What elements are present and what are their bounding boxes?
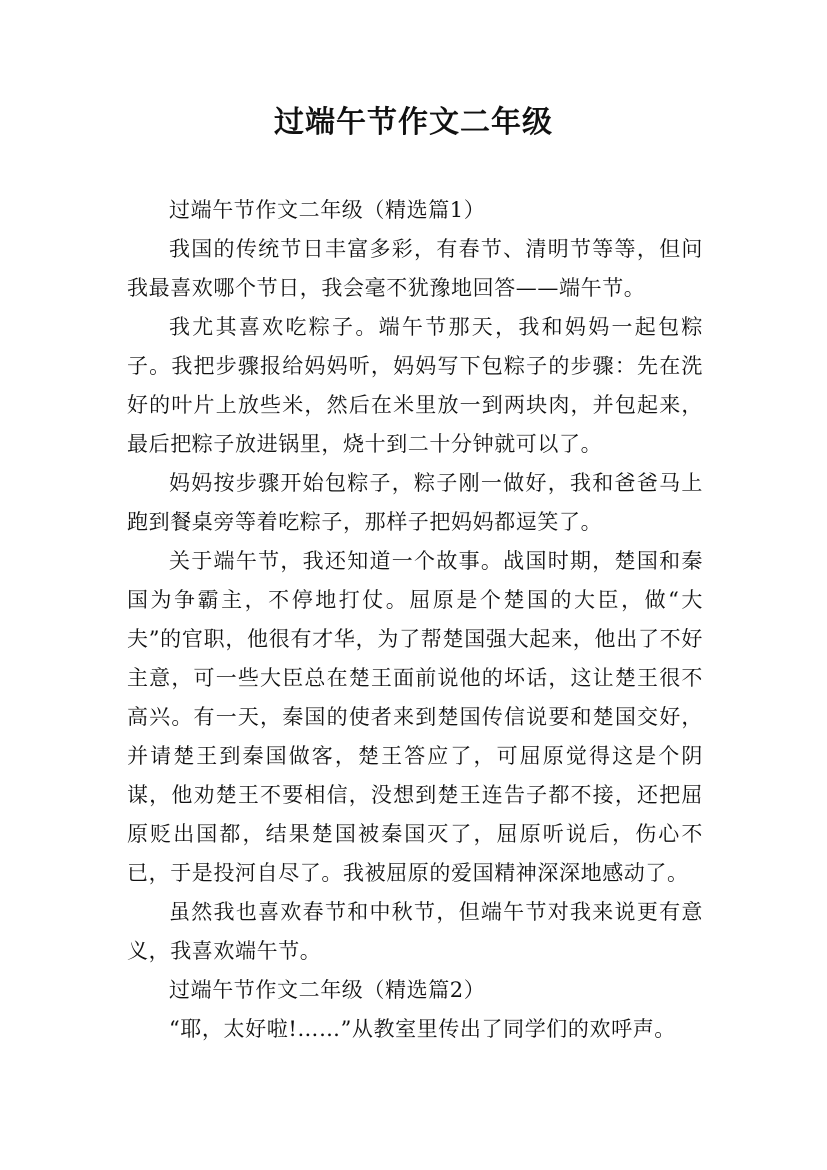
section-heading-1: 过端午节作文二年级（精选篇1） — [169, 198, 486, 222]
section-heading-2: 过端午节作文二年级（精选篇2） — [169, 978, 486, 1002]
paragraph-1-5: 虽然我也喜欢春节和中秋节，但端午节对我来说更有意义，我喜欢端午节。 — [127, 900, 703, 963]
paragraph-1-3: 妈妈按步骤开始包粽子，粽子刚一做好，我和爸爸马上跑到餐桌旁等着吃粽子，那样子把妈妈都逗笑了。 — [127, 471, 703, 534]
paragraph-1-2: 我尤其喜欢吃粽子。端午节那天，我和妈妈一起包粽子。我把步骤报给妈妈听，妈妈写下包粽子的步骤：先在洗好的叶片上放些米，然后在米里放一到两块肉，并包起来，最后把粽子放进锅里，烧十到二十分钟就可以了。 — [127, 315, 703, 456]
paragraph-2-1: “耶，太好啦!……”从教室里传出了同学们的欢呼声。 — [169, 1017, 676, 1041]
document-title: 过端午节作文二年级 — [274, 105, 553, 140]
document-body — [127, 191, 703, 1049]
paragraph-1-4: 关于端午节，我还知道一个故事。战国时期，楚国和秦国为争霸主，不停地打仗。屈原是个楚国的大臣，做“大夫”的官职，他很有才华，为了帮楚国强大起来，他出了不好主意，可一些大臣总在楚王面前说他的坏话，这让楚王很不高兴。有一天，秦国的使者来到楚国传信说要和楚国交好，并请楚王到秦国做客，楚王答应了，可屈原觉得这是个阴谋，他劝楚王不要相信，没想到楚王连告子都不接，还把屈原贬出国都，结果楚国被秦国灭了，屈原听说后，伤心不已，于是投河自尽了。我被屈原的爱国精神深深地感动了。 — [127, 549, 703, 885]
paragraph-1-1: 我国的传统节日丰富多彩，有春节、清明节等等，但问我最喜欢哪个节日，我会毫不犹豫地回答——端午节。 — [127, 237, 703, 300]
